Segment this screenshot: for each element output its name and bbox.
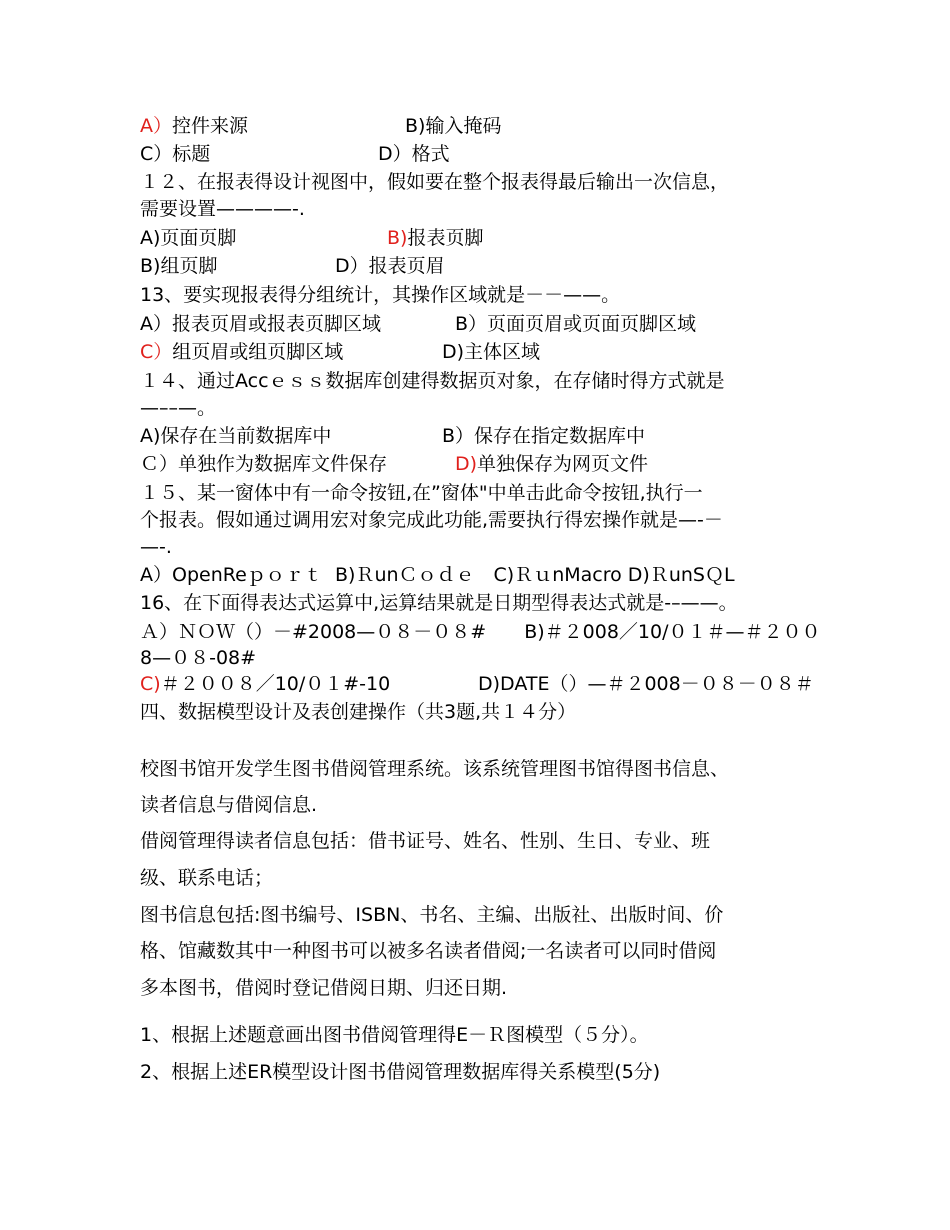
q16-stem: 16、在下面得表达式运算中,运算结果就是日期型得表达式就是-–——。 [140,592,738,614]
section4-p1-line2: 读者信息与借阅信息. [140,794,318,816]
q15-options-bcd: B)ＲunＣｏｄｅ C)ＲｕnMacro D)ＲunSＱL [335,564,735,586]
q14-option-b: B）保存在指定数据库中 [442,425,646,447]
q13-option-c [140,340,343,364]
q13-stem: 13、要实现报表得分组统计，其操作区域就是－－——。 [140,284,621,306]
q16-options-ab-cont: 8—０８-08# [140,647,257,669]
q13-option-c-text: 组页眉或组页脚区域 [172,341,344,363]
q16-option-c-text: ＃２００８／10/０１#-10 [160,673,391,695]
q12-option-b-text: 报表页脚 [407,227,484,249]
q11-option-d: D）格式 [378,143,450,165]
q12-option-b [387,226,483,250]
q12-option-b-label: B) [387,227,408,249]
q11-option-a-label: A） [140,115,172,137]
q14-stem-line2: —––—。 [140,397,217,419]
section4-p2-line2: 级、联系电话； [140,867,274,889]
q13-option-c-label: C） [140,341,173,363]
q16-option-c-label: C) [140,673,161,695]
section4-heading: 四、数据模型设计及表创建操作（共3题,共１４分） [140,701,577,723]
section4-task1: 1、根据上述题意画出图书借阅管理得E－Ｒ图模型（５分）。 [140,1024,649,1046]
q14-option-d [455,452,648,476]
section4-task2: 2、根据上述ER模型设计图书借阅管理数据库得关系模型(5分) [140,1061,661,1083]
q11-option-a-text: 控件来源 [172,115,249,137]
section4-p3-line1: 图书信息包括:图书编号、ISBN、书名、主编、出版社、出版时间、价 [140,904,724,926]
q14-option-d-text: 单独保存为网页文件 [477,453,649,475]
q15-option-a: A）OpenReｐｏｒｔ [140,564,323,586]
q14-option-d-label: D) [455,453,478,475]
q11-option-c: C）标题 [140,143,211,165]
q12-option-c: B)组页脚 [140,255,218,277]
q15-stem-line2: 个报表。假如通过调用宏对象完成此功能,需要执行得宏操作就是—-－ [140,509,723,531]
q16-option-d: D)DATE（）—＃２008－０８－０８＃ [478,673,814,695]
q13-option-d: D)主体区域 [442,341,541,363]
q13-option-b: B）页面页眉或页面页脚区域 [455,313,697,335]
section4-p2-line1: 借阅管理得读者信息包括：借书证号、姓名、性别、生日、专业、班 [140,830,711,852]
section4-p3-line3: 多本图书，借阅时登记借阅日期、归还日期. [140,977,508,999]
q16-option-c [140,672,390,696]
q13-option-a: A）报表页眉或报表页脚区域 [140,313,381,335]
section4-p3-line2: 格、馆藏数其中一种图书可以被多名读者借阅;一名读者可以同时借阅 [140,940,717,962]
q14-option-c: Ｃ）单独作为数据库文件保存 [140,453,388,475]
q12-option-a: A)页面页脚 [140,227,237,249]
q11-row-ab [140,114,248,138]
q12-stem-line1: １２、在报表得设计视图中，假如要在整个报表得最后输出一次信息， [140,171,730,193]
q14-option-a: A)保存在当前数据库中 [140,425,332,447]
q12-option-d: D）报表页眉 [335,255,445,277]
q15-stem-line3: —-. [140,536,172,558]
q15-stem-line1: １５、某一窗体中有一命令按钮,在”窗体"中单击此命令按钮,执行一 [140,482,703,504]
section4-p1-line1: 校图书馆开发学生图书借阅管理系统。该系统管理图书馆得图书信息、 [140,758,730,780]
q11-option-b: B)输入掩码 [405,115,502,137]
q12-stem-line2: 需要设置————-. [140,198,305,220]
q14-stem-line1: １４、通过Accｅｓｓ数据库创建得数据页对象，在存储时得方式就是 [140,370,725,392]
q16-options-ab: Ａ）ＮＯＷ（）－#2008—０８－０８# B)＃２008／10/０１＃—＃２００ [140,621,821,643]
